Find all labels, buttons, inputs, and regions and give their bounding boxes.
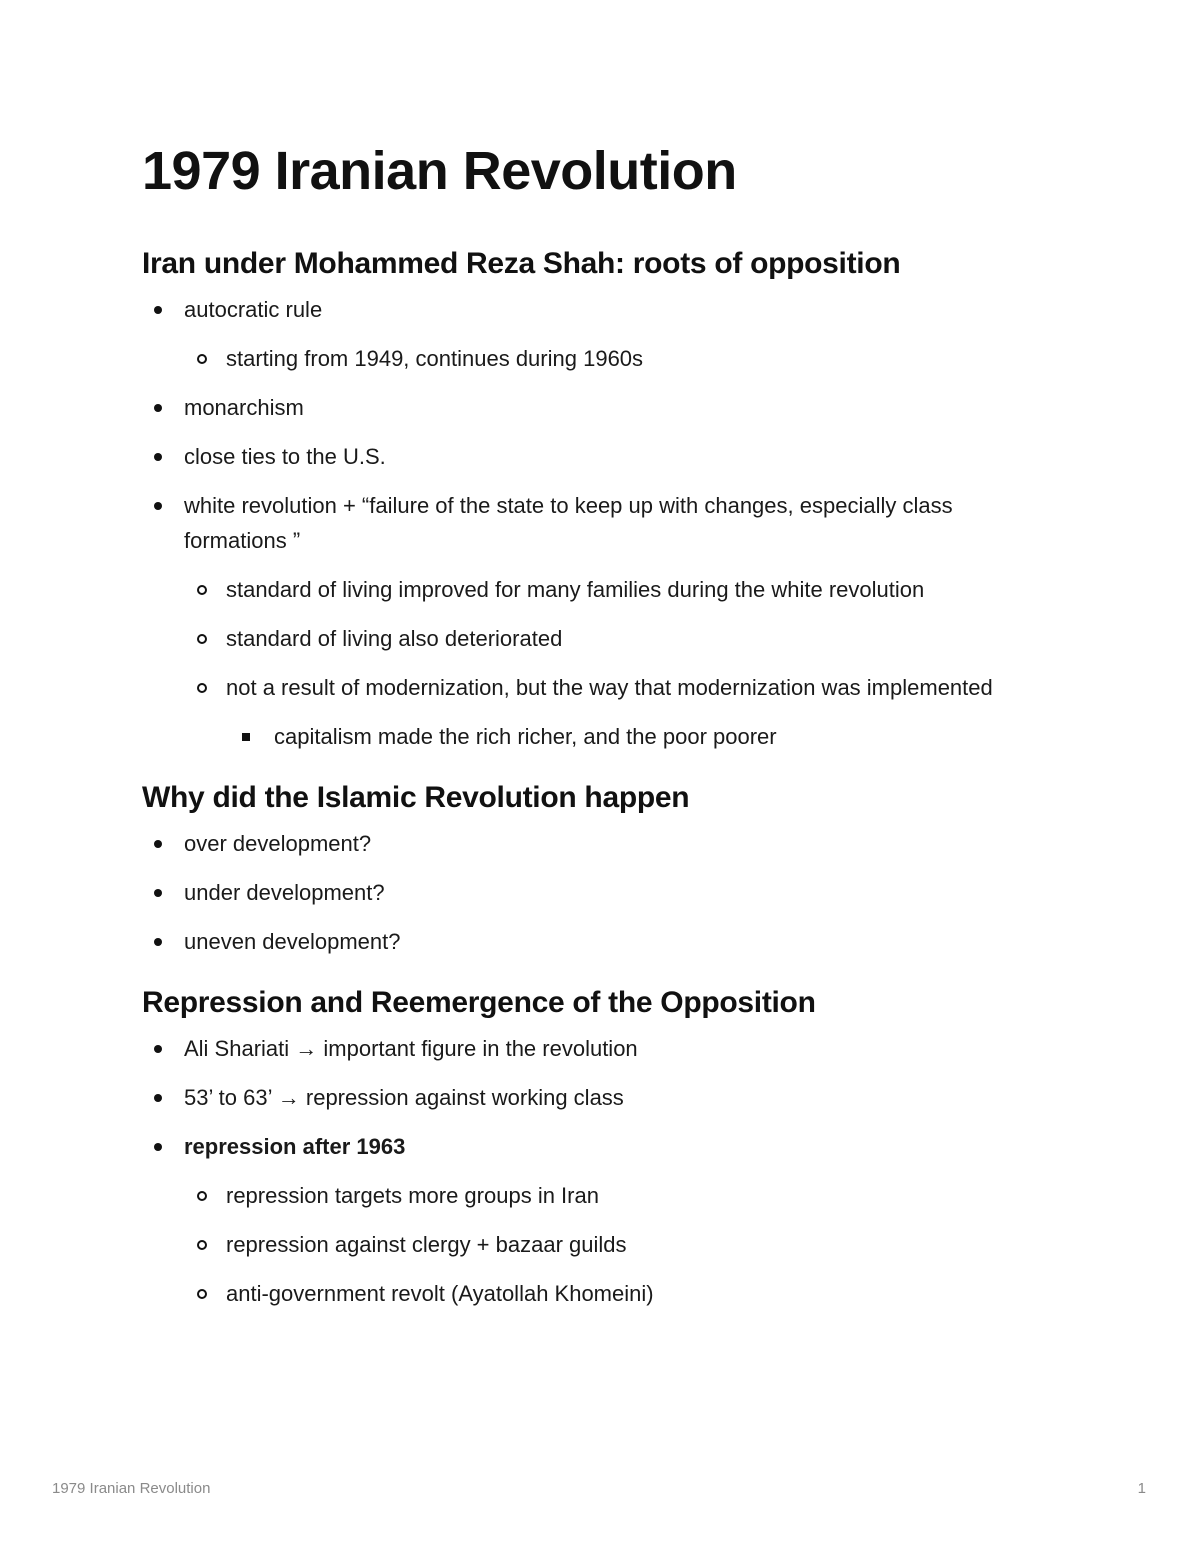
list-item-text: capitalism made the rich richer, and the poor poorer xyxy=(274,724,777,750)
bullet-list xyxy=(142,826,1042,959)
list-item xyxy=(184,1227,1042,1262)
list-item xyxy=(184,341,1042,376)
list-item-text: repression against clergy + bazaar guilds xyxy=(226,1232,627,1258)
list-item-text: autocratic rule xyxy=(184,297,323,323)
list-item-text: starting from 1949, continues during 1960s xyxy=(226,346,644,372)
list-item xyxy=(142,292,1042,376)
list-item xyxy=(142,875,1042,910)
nested-bullet-list xyxy=(184,572,1042,754)
nested-bullet-list xyxy=(184,1178,1042,1311)
list-item-text: standard of living also deteriorated xyxy=(226,626,563,652)
list-item-text: uneven development? xyxy=(184,929,401,955)
list-item xyxy=(184,1276,1042,1311)
list-item xyxy=(142,826,1042,861)
section-heading-why-revolution: Why did the Islamic Revolution happen xyxy=(142,781,690,815)
list-item-text: anti-government revolt (Ayatollah Khomeini) xyxy=(226,1281,654,1307)
list-item xyxy=(142,1031,1042,1066)
list-item xyxy=(142,439,1042,474)
list-item-text: over development? xyxy=(184,831,372,857)
list-item xyxy=(142,390,1042,425)
list-item xyxy=(184,621,1042,656)
list-item-text: under development? xyxy=(184,880,385,906)
list-item xyxy=(142,924,1042,959)
footer-page-number: 1 xyxy=(1137,1480,1146,1497)
page-title: 1979 Iranian Revolution xyxy=(142,141,737,201)
list-item xyxy=(142,1129,1042,1311)
list-item xyxy=(142,488,1042,754)
list-item-text: 53’ to 63’ → repression against working class xyxy=(184,1085,624,1111)
list-item-text: repression targets more groups in Iran xyxy=(226,1183,599,1209)
bullet-list xyxy=(142,292,1042,754)
list-item-text: repression after 1963 xyxy=(184,1134,406,1160)
list-item-text: not a result of modernization, but the way that modernization was implemented xyxy=(226,675,993,701)
list-item-text: monarchism xyxy=(184,395,304,421)
nested-bullet-list xyxy=(184,341,1042,376)
list-item-text: close ties to the U.S. xyxy=(184,444,386,470)
nested-bullet-list xyxy=(226,719,1042,754)
list-item xyxy=(184,1178,1042,1213)
bullet-list xyxy=(142,1031,1042,1311)
list-item xyxy=(142,1080,1042,1115)
list-item xyxy=(184,572,1042,607)
section-heading-roots-of-opposition: Iran under Mohammed Reza Shah: roots of opposition xyxy=(142,247,901,281)
list-item xyxy=(184,670,1042,754)
section-heading-repression: Repression and Reemergence of the Opposition xyxy=(142,986,816,1020)
footer-document-name: 1979 Iranian Revolution xyxy=(52,1480,211,1497)
list-item-text: standard of living improved for many families during the white revolution xyxy=(226,577,925,603)
document-content xyxy=(142,140,1042,1337)
list-item xyxy=(226,719,1042,754)
list-item-text: white revolution + “failure of the state to keep up with changes, especially class formations ” xyxy=(184,493,953,554)
list-item-text: Ali Shariati → important figure in the revolution xyxy=(184,1036,638,1062)
